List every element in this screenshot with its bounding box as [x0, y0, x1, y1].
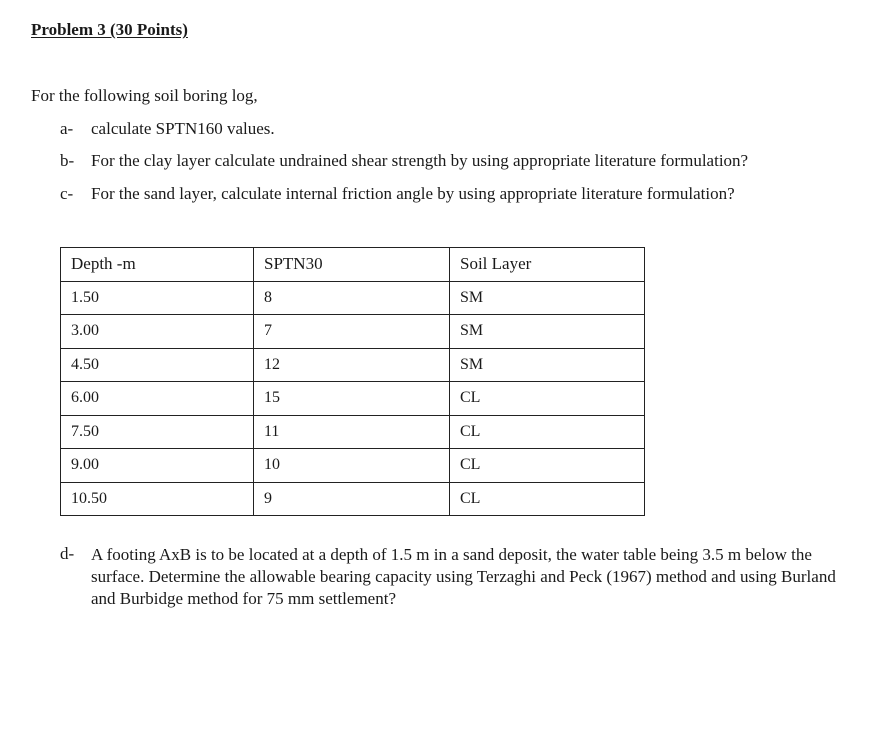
task-text: For the clay layer calculate undrained shear strength by using appropriate literature formulation? [91, 151, 749, 170]
cell-depth: 3.00 [61, 315, 254, 349]
table-header-row [61, 248, 645, 282]
table-row [61, 348, 645, 382]
problem-heading: Problem 3 (30 Points) [31, 20, 188, 39]
cell-soil-layer: SM [450, 315, 645, 349]
cell-depth: 4.50 [61, 348, 254, 382]
cell-depth: 9.00 [61, 449, 254, 483]
table-row [61, 415, 645, 449]
task-text: A footing AxB is to be located at a depth of 1.5 m in a sand deposit, the water table being 3.5 m below the surface. Determine the allowable bearing capacity using Terzaghi and Peck (1967) method and using Burland and Burbidge method for 75 mm settlement? [91, 545, 836, 608]
table-row [61, 482, 645, 516]
table-row [61, 449, 645, 483]
cell-sptn30: 9 [254, 482, 450, 516]
cell-sptn30: 7 [254, 315, 450, 349]
cell-sptn30: 11 [254, 415, 450, 449]
cell-soil-layer: CL [450, 382, 645, 416]
task-marker: b- [60, 151, 75, 170]
task-marker: d- [60, 544, 75, 563]
cell-soil-layer: SM [450, 348, 645, 382]
cell-sptn30: 12 [254, 348, 450, 382]
cell-soil-layer: CL [450, 415, 645, 449]
task-item-d [60, 544, 850, 610]
cell-sptn30: 10 [254, 449, 450, 483]
task-text: calculate SPTN160 values. [91, 119, 275, 138]
task-text: For the sand layer, calculate internal friction angle by using appropriate literature formulation? [91, 184, 735, 203]
cell-sptn30: 8 [254, 281, 450, 315]
task-item-c [60, 184, 735, 204]
cell-soil-layer: CL [450, 449, 645, 483]
cell-depth: 10.50 [61, 482, 254, 516]
task-item-a [60, 119, 275, 139]
intro-text: For the following soil boring log, [31, 86, 258, 105]
table-row [61, 382, 645, 416]
cell-depth: 7.50 [61, 415, 254, 449]
cell-sptn30: 15 [254, 382, 450, 416]
cell-depth: 1.50 [61, 281, 254, 315]
task-marker: c- [60, 184, 74, 203]
table-row [61, 281, 645, 315]
header-soil-layer: Soil Layer [450, 248, 645, 282]
cell-soil-layer: SM [450, 281, 645, 315]
header-depth: Depth -m [61, 248, 254, 282]
cell-depth: 6.00 [61, 382, 254, 416]
task-marker: a- [60, 119, 74, 138]
cell-soil-layer: CL [450, 482, 645, 516]
soil-boring-log-table [60, 247, 645, 516]
table-row [61, 315, 645, 349]
header-sptn30: SPTN30 [254, 248, 450, 282]
task-item-b [60, 151, 748, 171]
